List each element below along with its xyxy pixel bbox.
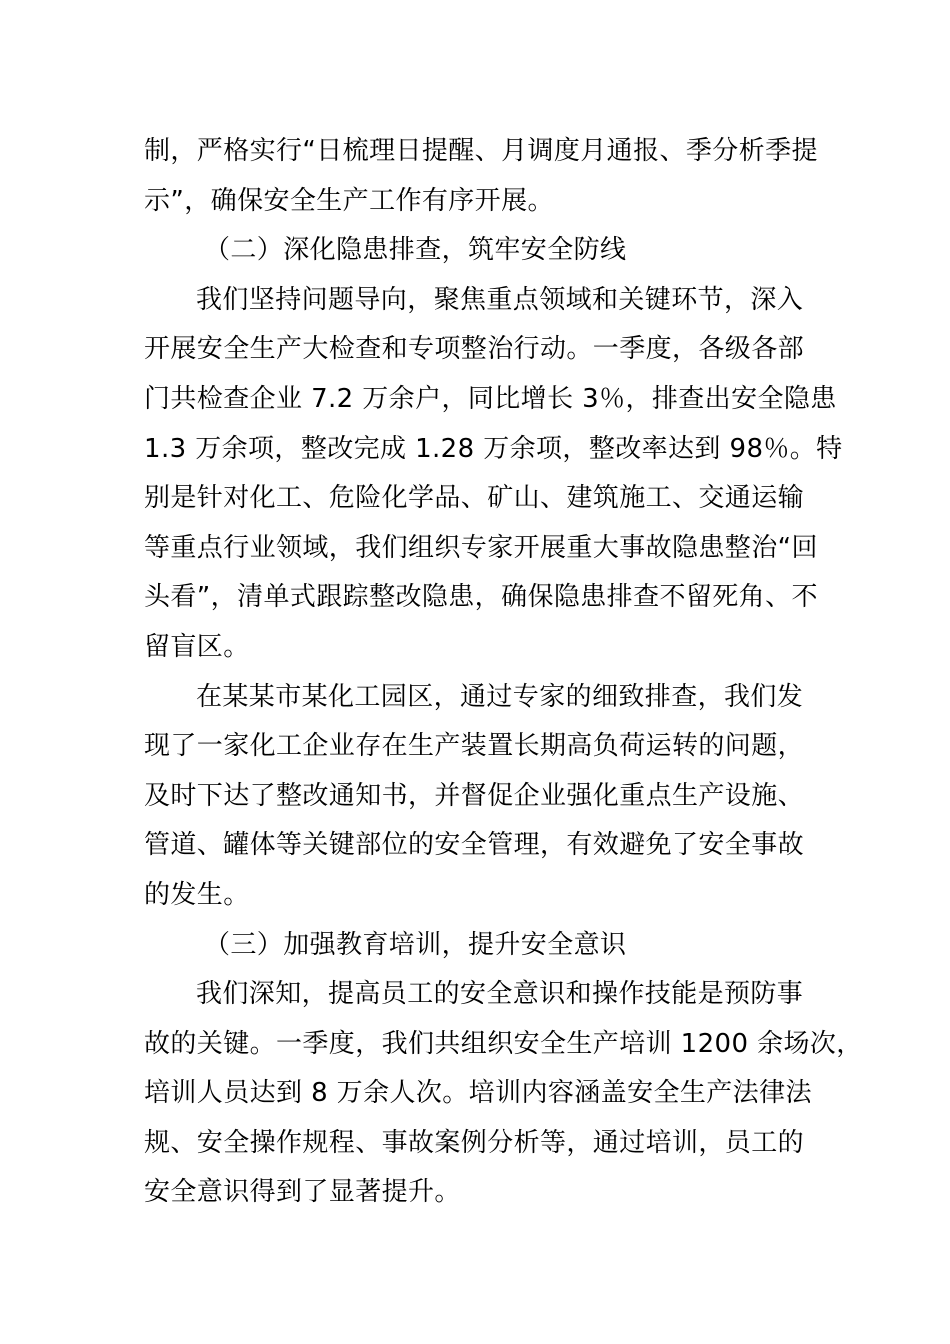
text-line: 安全意识得到了显著提升。 — [144, 1177, 461, 1208]
text-line: 现了一家化工企业存在生产装置长期高负荷运转的问题， — [144, 731, 805, 762]
text-line: 开展安全生产大检查和专项整治行动。一季度，各级各部 — [144, 334, 805, 365]
text-line: 及时下达了整改通知书，并督促企业强化重点生产设施、 — [144, 780, 805, 811]
paragraph-first-line: 我们深知，提高员工的安全意识和操作技能是预防事 — [196, 979, 804, 1010]
section-heading: （三）加强教育培训，提升安全意识 — [204, 929, 627, 960]
text-line: 的发生。 — [144, 879, 250, 910]
text-line: 等重点行业领域，我们组织专家开展重大事故隐患整治“回 — [144, 532, 818, 563]
text-line: 规、安全操作规程、事故案例分析等，通过培训，员工的 — [144, 1127, 805, 1158]
text-line: 头看”，清单式跟踪整改隐患，确保隐患排查不留死角、不 — [144, 582, 818, 613]
text-line: 培训人员达到 8 万余人次。培训内容涵盖安全生产法律法 — [144, 1078, 812, 1109]
text-line: 1.3 万余项，整改完成 1.28 万余项，整改率达到 98％。特 — [144, 433, 843, 464]
text-line: 制，严格实行“日梳理日提醒、月调度月通报、季分析季提 — [144, 136, 818, 166]
text-line: 留盲区。 — [144, 631, 250, 662]
text-line: 别是针对化工、危险化学品、矿山、建筑施工、交通运输 — [144, 483, 805, 514]
text-line: 故的关键。一季度，我们共组织安全生产培训 1200 余场次， — [144, 1028, 863, 1059]
text-line: 示”，确保安全生产工作有序开展。 — [144, 185, 554, 216]
paragraph-first-line: 我们坚持问题导向，聚焦重点领域和关键环节，深入 — [196, 284, 804, 315]
text-line: 门共检查企业 7.2 万余户，同比增长 3％，排查出安全隐患 — [144, 383, 837, 414]
text-line: 管道、罐体等关键部位的安全管理，有效避免了安全事故 — [144, 830, 805, 861]
document-body — [144, 127, 863, 1218]
section-heading: （二）深化隐患排查，筑牢安全防线 — [204, 235, 627, 266]
paragraph-first-line: 在某某市某化工园区，通过专家的细致排查，我们发 — [196, 681, 804, 712]
